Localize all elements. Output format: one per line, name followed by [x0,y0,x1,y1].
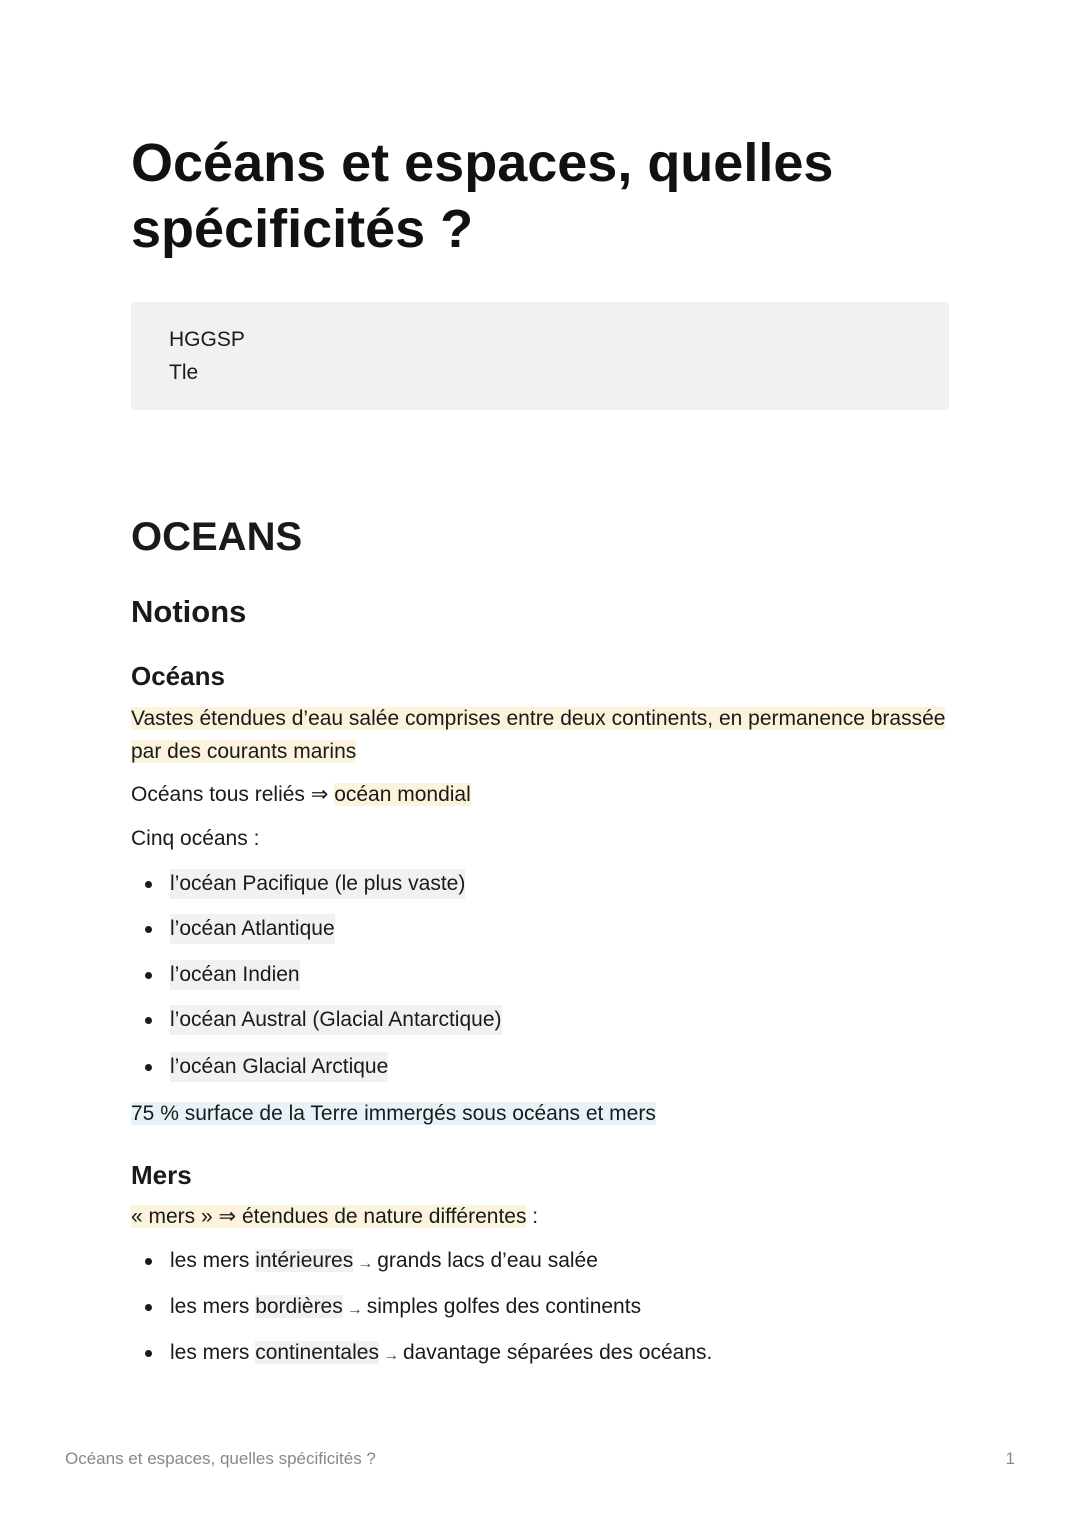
oceans-linked-prefix: Océans tous reliés ⇒ [131,783,335,806]
subject-label: HGGSP [169,328,245,351]
metadata-callout [131,302,949,410]
oceans-definition-text: Vastes étendues d’eau salée comprises entre deux continents, en permanence brassée par des courants marins [131,707,946,763]
page-title: Océans et espaces, quelles spécificités ? [131,133,834,259]
oceans-linked-line [131,778,949,811]
arrow-right-icon: → [357,1255,374,1272]
bullet-icon [145,881,152,888]
bullet-icon [145,1017,152,1024]
subsection-heading: Notions [131,594,247,629]
oceans-fact [131,1097,949,1130]
sea-item-prefix: les mers [170,1341,256,1364]
level-label: Tle [169,361,199,384]
seas-intro-suffix: : [526,1205,539,1228]
seas-heading: Mers [131,1160,192,1190]
oceans-count-label: Cinq océans : [131,827,260,850]
seas-intro [131,1200,949,1233]
arrow-right-icon: → [346,1301,363,1318]
sea-item-prefix: les mers [170,1295,256,1318]
ocean-item: l’océan Atlantique [170,914,335,944]
sea-item-desc: grands lacs d’eau salée [377,1249,598,1272]
ocean-item: l’océan Pacifique (le plus vaste) [170,869,465,899]
oceans-fact-text: 75 % surface de la Terre immergés sous océans et mers [131,1102,656,1125]
bullet-icon [145,1350,152,1357]
page-number: 1 [1005,1449,1015,1468]
sea-item-prefix: les mers [170,1249,256,1272]
bullet-icon [145,1304,152,1311]
seas-intro-highlight: « mers » ⇒ étendues de nature différentes [131,1205,527,1228]
bullet-icon [145,1258,152,1265]
sea-item-term: bordières [255,1295,343,1318]
bullet-icon [145,926,152,933]
oceans-heading: Océans [131,661,225,691]
ocean-item: l’océan Glacial Arctique [170,1052,388,1082]
sea-item-desc: simples golfes des continents [366,1295,642,1318]
ocean-item: l’océan Indien [170,960,300,990]
oceans-linked-term: océan mondial [334,783,471,806]
footer-title: Océans et espaces, quelles spécificités ? [65,1449,376,1468]
sea-item-term: continentales [255,1341,379,1364]
sea-item [170,1292,641,1324]
sea-item [170,1338,712,1370]
bullet-icon [145,1064,152,1071]
bullet-icon [145,972,152,979]
section-heading: OCEANS [131,515,303,559]
sea-item-term: intérieures [255,1249,354,1272]
oceans-definition [131,702,949,768]
sea-item-desc: davantage séparées des océans. [402,1341,713,1364]
ocean-item: l’océan Austral (Glacial Antarctique) [170,1005,502,1035]
sea-item [170,1246,598,1278]
arrow-right-icon: → [382,1347,399,1364]
